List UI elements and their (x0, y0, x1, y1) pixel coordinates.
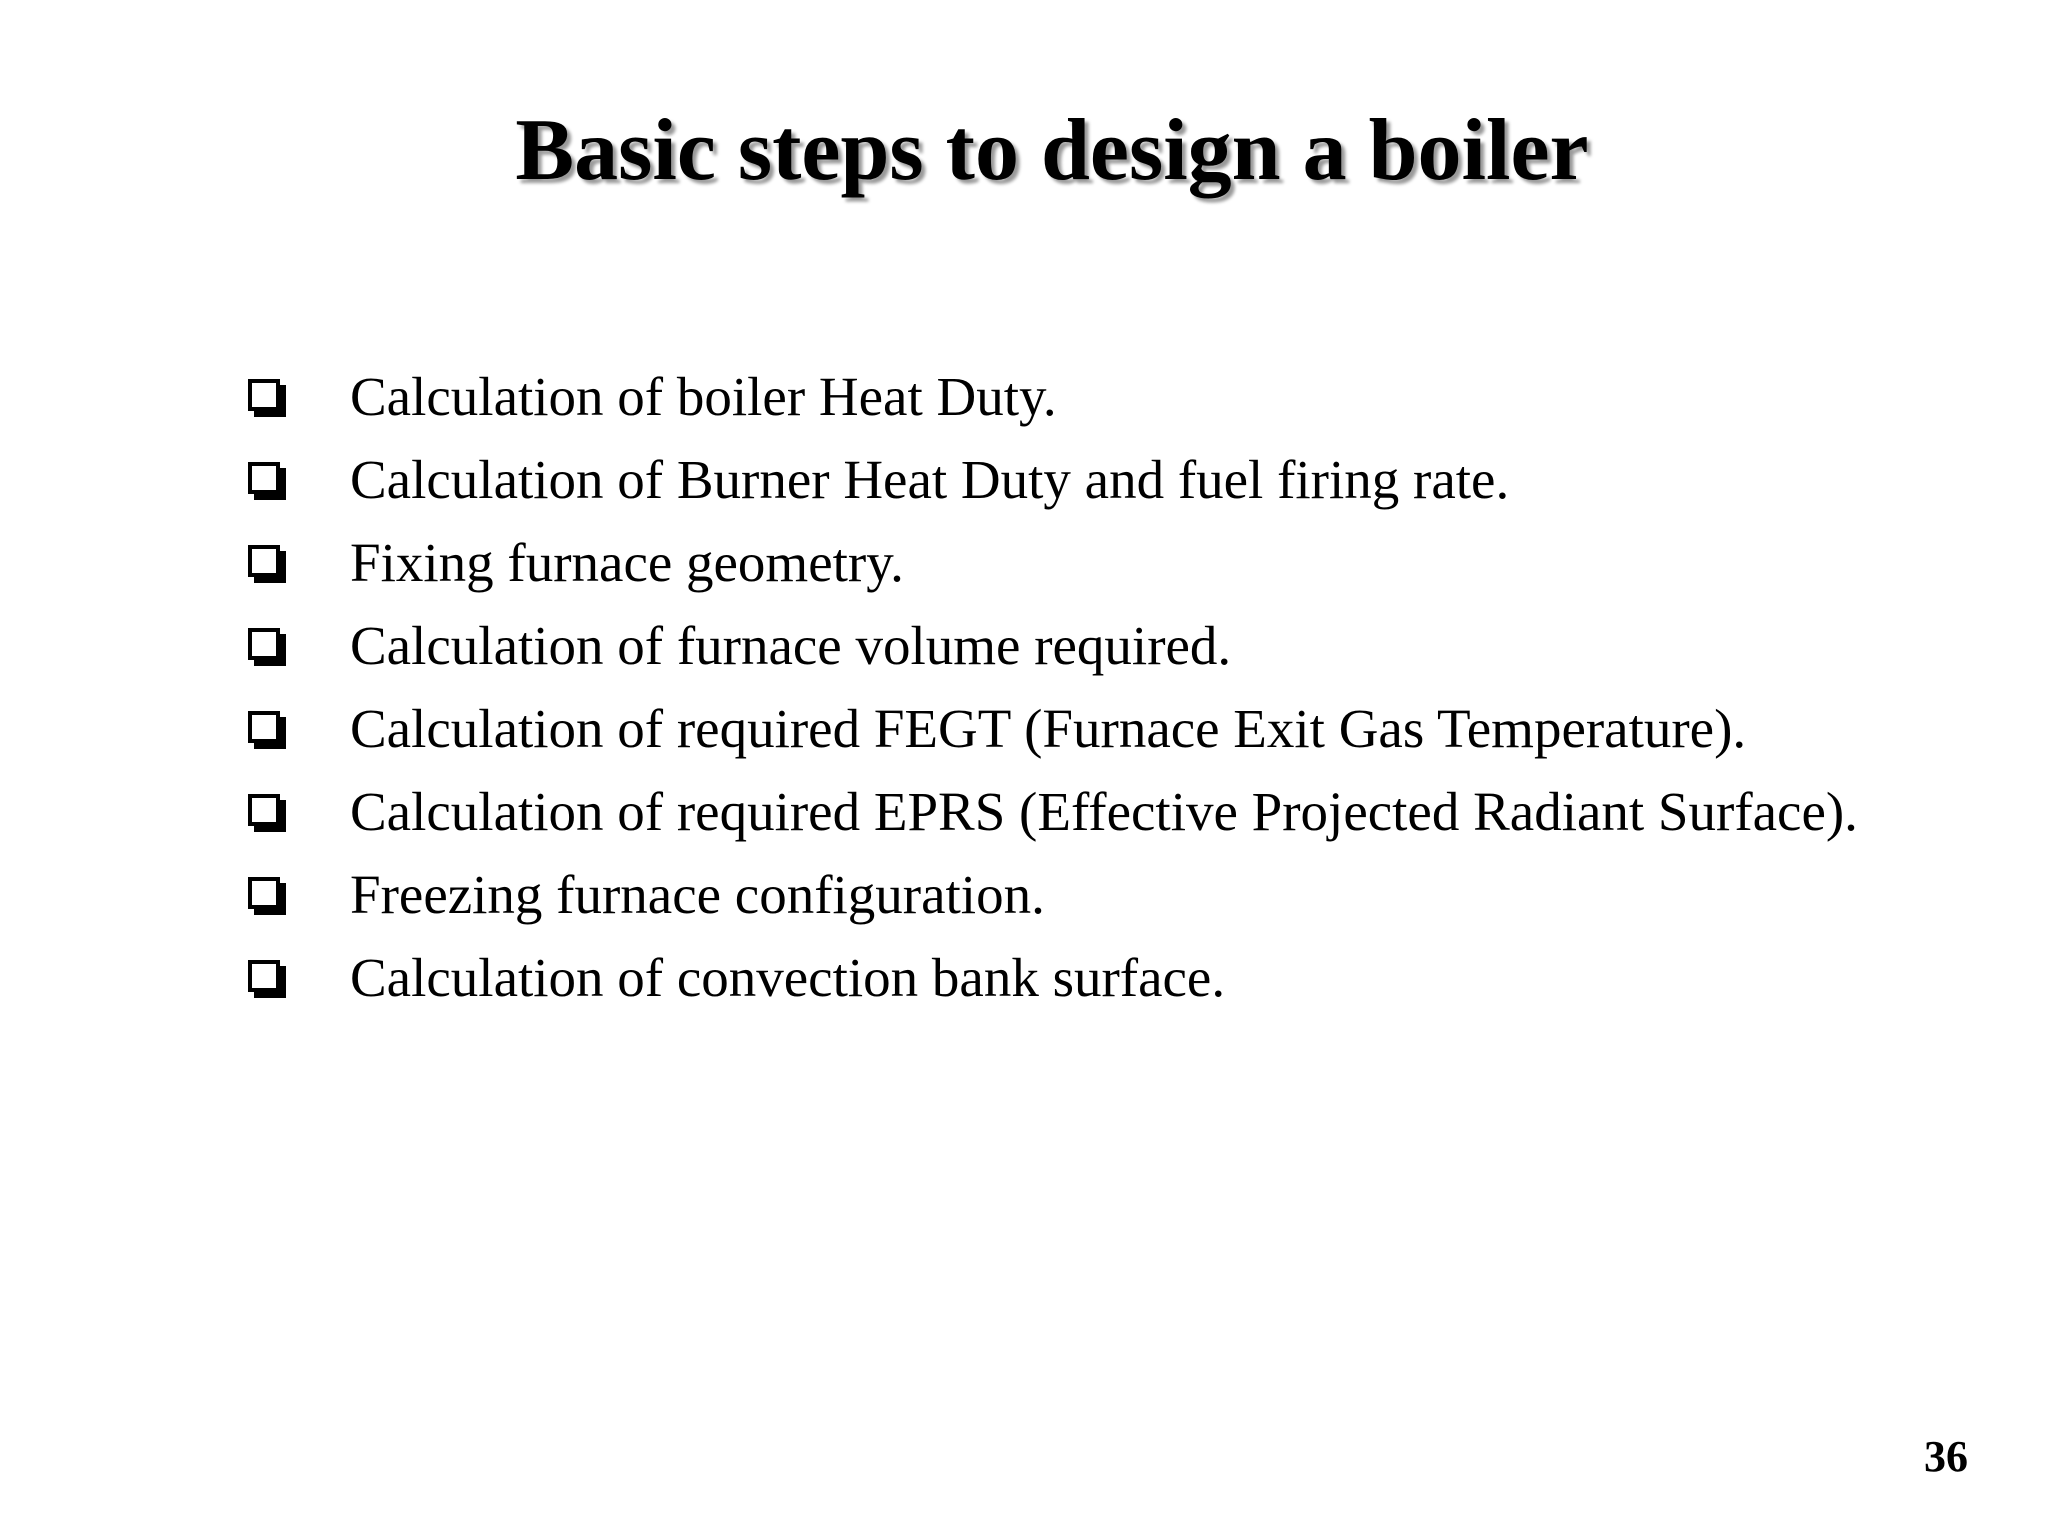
checkbox-icon (248, 877, 280, 909)
list-item (246, 943, 1886, 1013)
steps-list (246, 362, 1886, 1026)
checkbox-icon (248, 545, 280, 577)
list-item (246, 445, 1886, 515)
list-item (246, 860, 1886, 930)
step-text: Calculation of boiler Heat Duty. (350, 366, 1057, 427)
list-item (246, 362, 1886, 432)
checkbox-icon (248, 462, 280, 494)
step-text: Calculation of convection bank surface. (350, 947, 1226, 1008)
step-text: Calculation of furnace volume required. (350, 615, 1232, 676)
slide-title: Basic steps to design a boiler (515, 102, 1589, 199)
checkbox-icon (248, 794, 280, 826)
list-item (246, 528, 1886, 598)
step-text: Calculation of required FEGT (Furnace Exit Gas Temperature). (350, 698, 1747, 759)
step-text: Freezing furnace configuration. (350, 864, 1045, 925)
list-item (246, 694, 1886, 764)
checkbox-icon (248, 379, 280, 411)
step-text: Calculation of required EPRS (Effective Projected Radiant Surface). (350, 781, 1858, 842)
step-text: Calculation of Burner Heat Duty and fuel firing rate. (350, 449, 1510, 510)
checkbox-icon (248, 960, 280, 992)
list-item (246, 777, 1886, 847)
checkbox-icon (248, 711, 280, 743)
step-text: Fixing furnace geometry. (350, 532, 904, 593)
list-item (246, 611, 1886, 681)
checkbox-icon (248, 628, 280, 660)
page-number: 36 (1924, 1432, 1968, 1481)
